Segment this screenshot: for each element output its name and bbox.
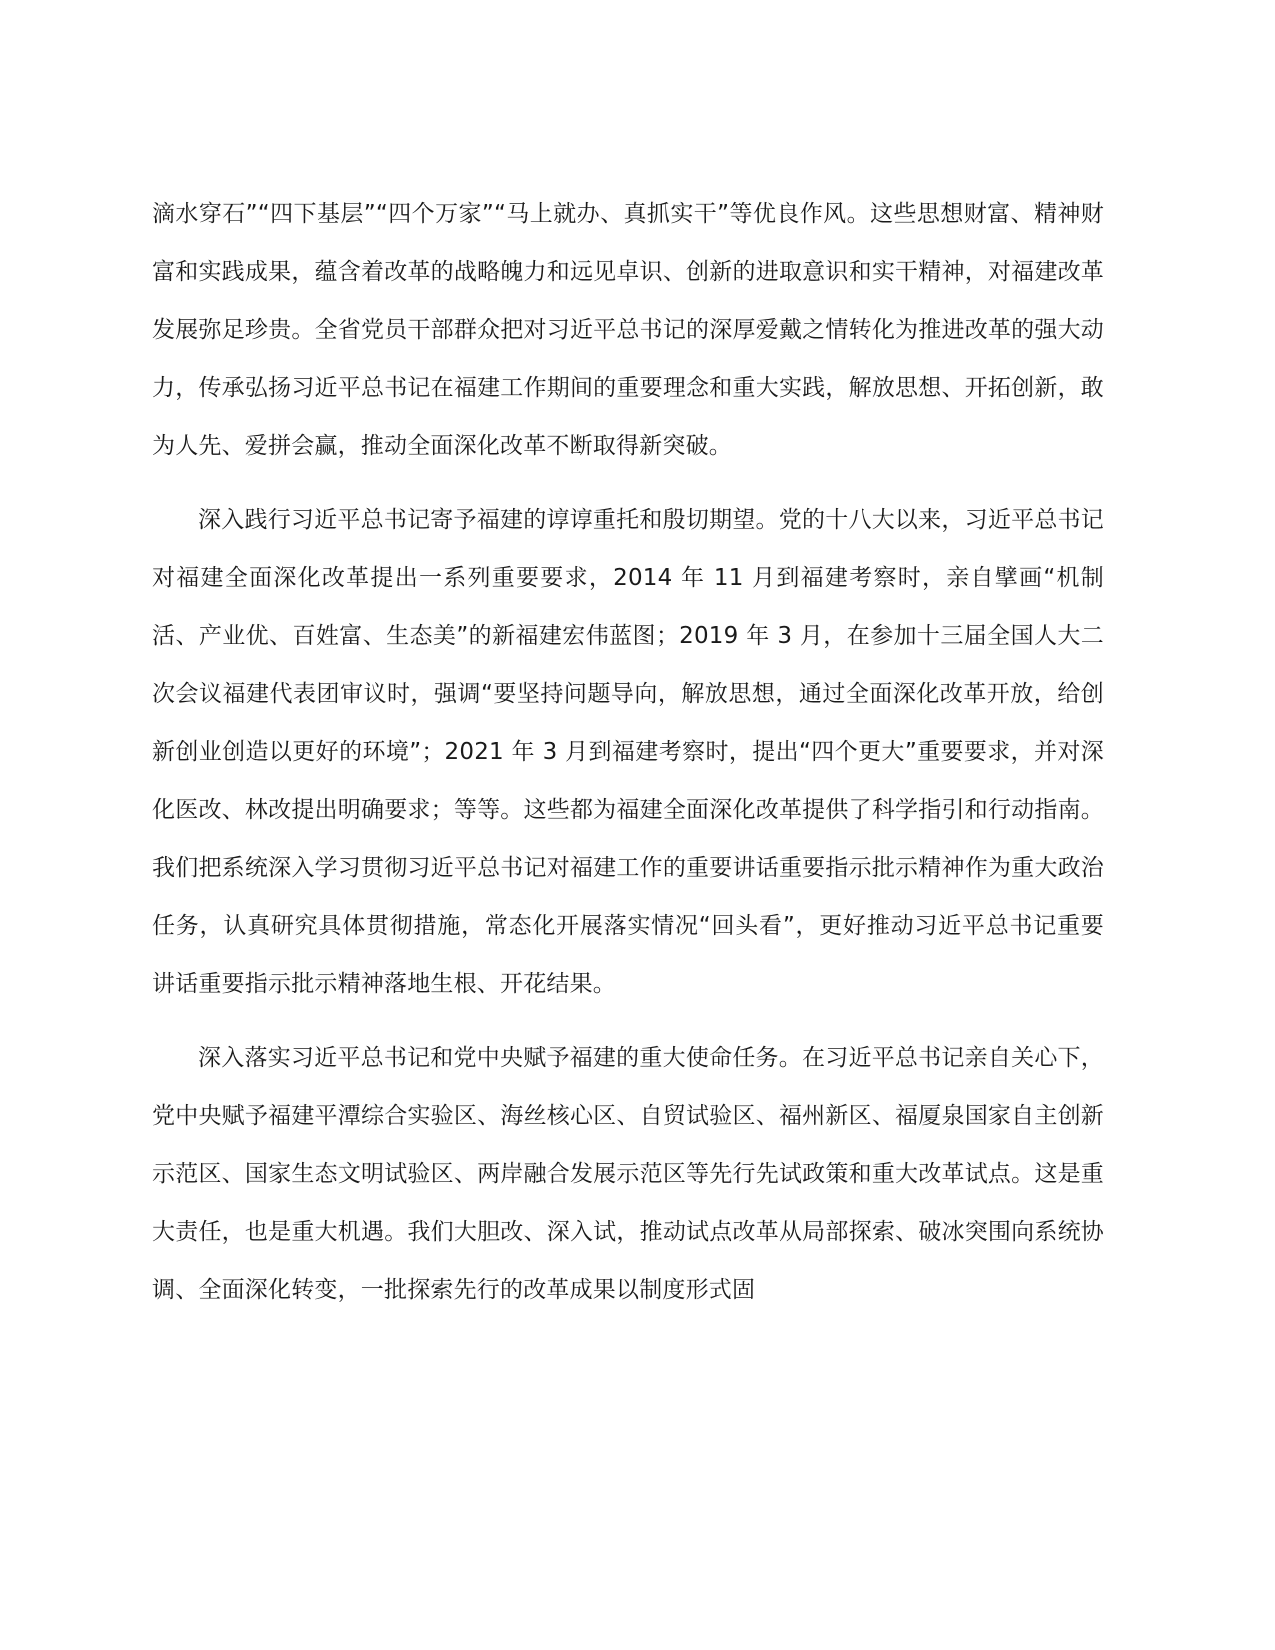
- document-body: [152, 185, 1104, 1335]
- paragraph-2: 深入践行习近平总书记寄予福建的谆谆重托和殷切期望。党的十八大以来，习近平总书记对福建全面深化改革提出一系列重要要求，2014 年 11 月到福建考察时，亲自擘画“机制活、产业优、百姓富、生态美”的新福建宏伟蓝图；2019 年 3 月，在参加十三届全国人大二次会议福建代表团审议时，强调“要坚持问题导向，解放思想，通过全面深化改革开放，给创新创业创造以更好的环境”；2021 年 3 月到福建考察时，提出“四个更大”重要要求，并对深化医改、林改提出明确要求；等等。这些都为福建全面深化改革提供了科学指引和行动指南。我们把系统深入学习贯彻习近平总书记对福建工作的重要讲话重要指示批示精神作为重大政治任务，认真研究具体贯彻措施，常态化开展落实情况“回头看”，更好推动习近平总书记重要讲话重要指示批示精神落地生根、开花结果。: [152, 507, 1104, 997]
- paragraph-3: 深入落实习近平总书记和党中央赋予福建的重大使命任务。在习近平总书记亲自关心下，党中央赋予福建平潭综合实验区、海丝核心区、自贸试验区、福州新区、福厦泉国家自主创新示范区、国家生态文明试验区、两岸融合发展示范区等先行先试政策和重大改革试点。这是重大责任，也是重大机遇。我们大胆改、深入试，推动试点改革从局部探索、破冰突围向系统协调、全面深化转变，一批探索先行的改革成果以制度形式固: [152, 1045, 1104, 1303]
- paragraph-1: 滴水穿石”“四下基层”“四个万家”“马上就办、真抓实干”等优良作风。这些思想财富、精神财富和实践成果，蕴含着改革的战略魄力和远见卓识、创新的进取意识和实干精神，对福建改革发展弥足珍贵。全省党员干部群众把对习近平总书记的深厚爱戴之情转化为推进改革的强大动力，传承弘扬习近平总书记在福建工作期间的重要理念和重大实践，解放思想、开拓创新，敢为人先、爱拼会赢，推动全面深化改革不断取得新突破。: [152, 201, 1104, 459]
